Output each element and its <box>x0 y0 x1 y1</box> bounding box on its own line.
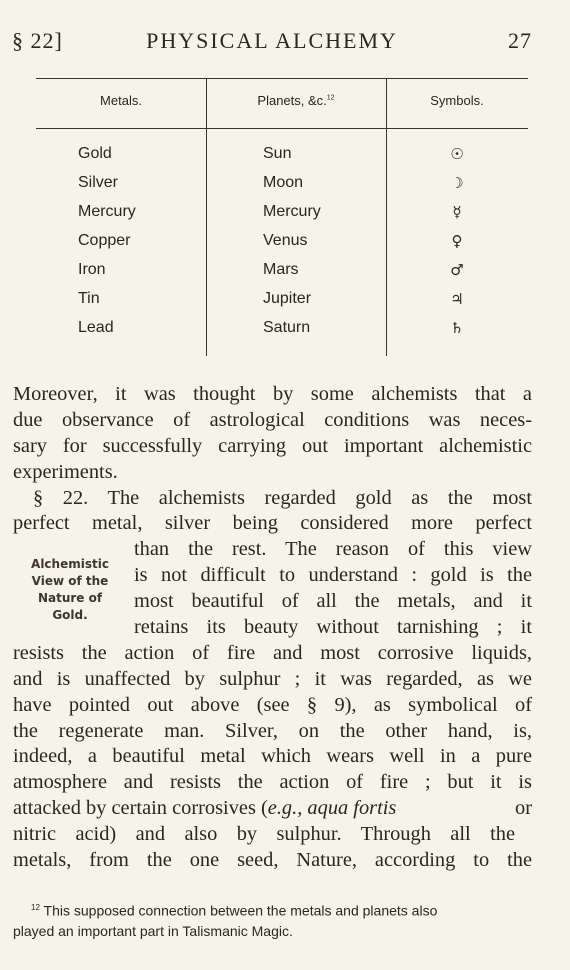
text-fragment: or <box>515 797 532 820</box>
table-row <box>36 290 528 319</box>
text-line: have pointed out above (see § 9), as symbolical of <box>13 693 532 716</box>
text-line: perfect metal, silver being considered more perfect <box>13 512 532 535</box>
jupiter-symbol-icon: ♃ <box>450 290 464 308</box>
header-metals: Metals. <box>100 93 142 108</box>
venus-symbol-icon: ♀ <box>451 232 463 250</box>
metals-planets-table <box>36 78 528 358</box>
header-symbols: Symbols. <box>430 93 484 108</box>
marginal-note-line: Nature of <box>37 591 103 605</box>
section-marker: § 22] <box>12 28 63 53</box>
saturn-symbol-icon: ♄ <box>450 319 464 337</box>
text-line: atmosphere and resists the action of fire ; but it is <box>13 771 532 794</box>
table-row <box>36 203 528 232</box>
metal-cell: Lead <box>78 319 114 336</box>
footnote <box>13 898 532 941</box>
sun-symbol-icon: ☉ <box>450 145 464 163</box>
table-row <box>36 145 528 174</box>
metal-cell: Gold <box>78 145 112 162</box>
text-line: than the rest. The reason of this view <box>134 538 532 561</box>
metal-cell: Copper <box>78 232 131 249</box>
header-planets-label: Planets, &c. <box>257 93 327 108</box>
header-planets <box>206 93 386 108</box>
section-22-opening: § 22. The alchemists regarded gold as the most <box>33 486 532 509</box>
text-line: Moreover, it was thought by some alchemists that a <box>13 383 532 405</box>
metal-cell: Tin <box>78 290 100 307</box>
table-row <box>36 174 528 203</box>
mars-symbol-icon: ♂ <box>450 261 464 279</box>
marginal-note-line: View of the <box>31 574 109 588</box>
planet-cell: Mars <box>263 261 299 278</box>
mercury-symbol-icon: ☿ <box>452 203 462 221</box>
text-line: experiments. <box>13 460 118 483</box>
footnote-text: This supposed connection between the metals and planets also <box>43 902 438 919</box>
metal-cell: Iron <box>78 261 106 278</box>
italic-text: aqua fortis <box>307 797 397 820</box>
table-row <box>36 232 528 261</box>
planet-cell: Venus <box>263 232 308 249</box>
text-line: the regenerate man. Silver, on the other hand, is, <box>13 719 532 742</box>
page-number: 27 <box>508 28 532 53</box>
text-line: metals, from the one seed, Nature, according to the <box>13 849 532 872</box>
text-line: retains its beauty without tarnishing ; it <box>134 616 532 639</box>
planet-cell: Saturn <box>263 319 311 336</box>
text-line: most beautiful of all the metals, and it <box>134 590 532 613</box>
text-line: nitric acid) and also by sulphur. Through all the <box>13 823 515 846</box>
footnote-ref: 12 <box>326 94 335 102</box>
marginal-note-line: Alchemistic <box>31 557 109 571</box>
text-line: and is unaffected by sulphur ; it was regarded, as we <box>13 667 532 690</box>
footnote-line <box>13 898 532 921</box>
planet-cell: Mercury <box>263 203 321 220</box>
marginal-note-line: Gold. <box>52 608 88 622</box>
italic-text: e.g., <box>267 797 303 820</box>
metal-cell: Silver <box>78 174 119 191</box>
page-title: PHYSICAL ALCHEMY <box>146 28 398 53</box>
text-line: indeed, a beautiful metal which wears well in a pure <box>13 745 532 768</box>
moon-symbol-icon: ☽ <box>450 174 464 192</box>
planet-cell: Moon <box>263 174 304 191</box>
metal-cell: Mercury <box>78 203 136 220</box>
marginal-note <box>18 556 122 624</box>
footnote-number: 12 <box>31 903 40 912</box>
footnote-line: played an important part in Talismanic Magic. <box>13 922 293 939</box>
table-row <box>36 319 528 348</box>
table-top-rule <box>36 78 528 79</box>
table-header-rule <box>36 128 528 129</box>
text-line: sary for successfully carrying out important alchemistic <box>13 434 532 457</box>
text-line: due observance of astrological conditions was neces- <box>13 408 532 431</box>
table-row <box>36 261 528 290</box>
body-text <box>13 382 532 874</box>
running-head <box>12 28 532 58</box>
planet-cell: Jupiter <box>263 290 312 307</box>
text-line: is not difficult to understand : gold is the <box>134 564 532 587</box>
text-fragment: attacked by certain corrosives ( <box>13 797 268 820</box>
text-line <box>13 796 532 822</box>
planet-cell: Sun <box>263 145 292 162</box>
text-line: resists the action of fire and most corrosive liquids, <box>13 641 532 664</box>
